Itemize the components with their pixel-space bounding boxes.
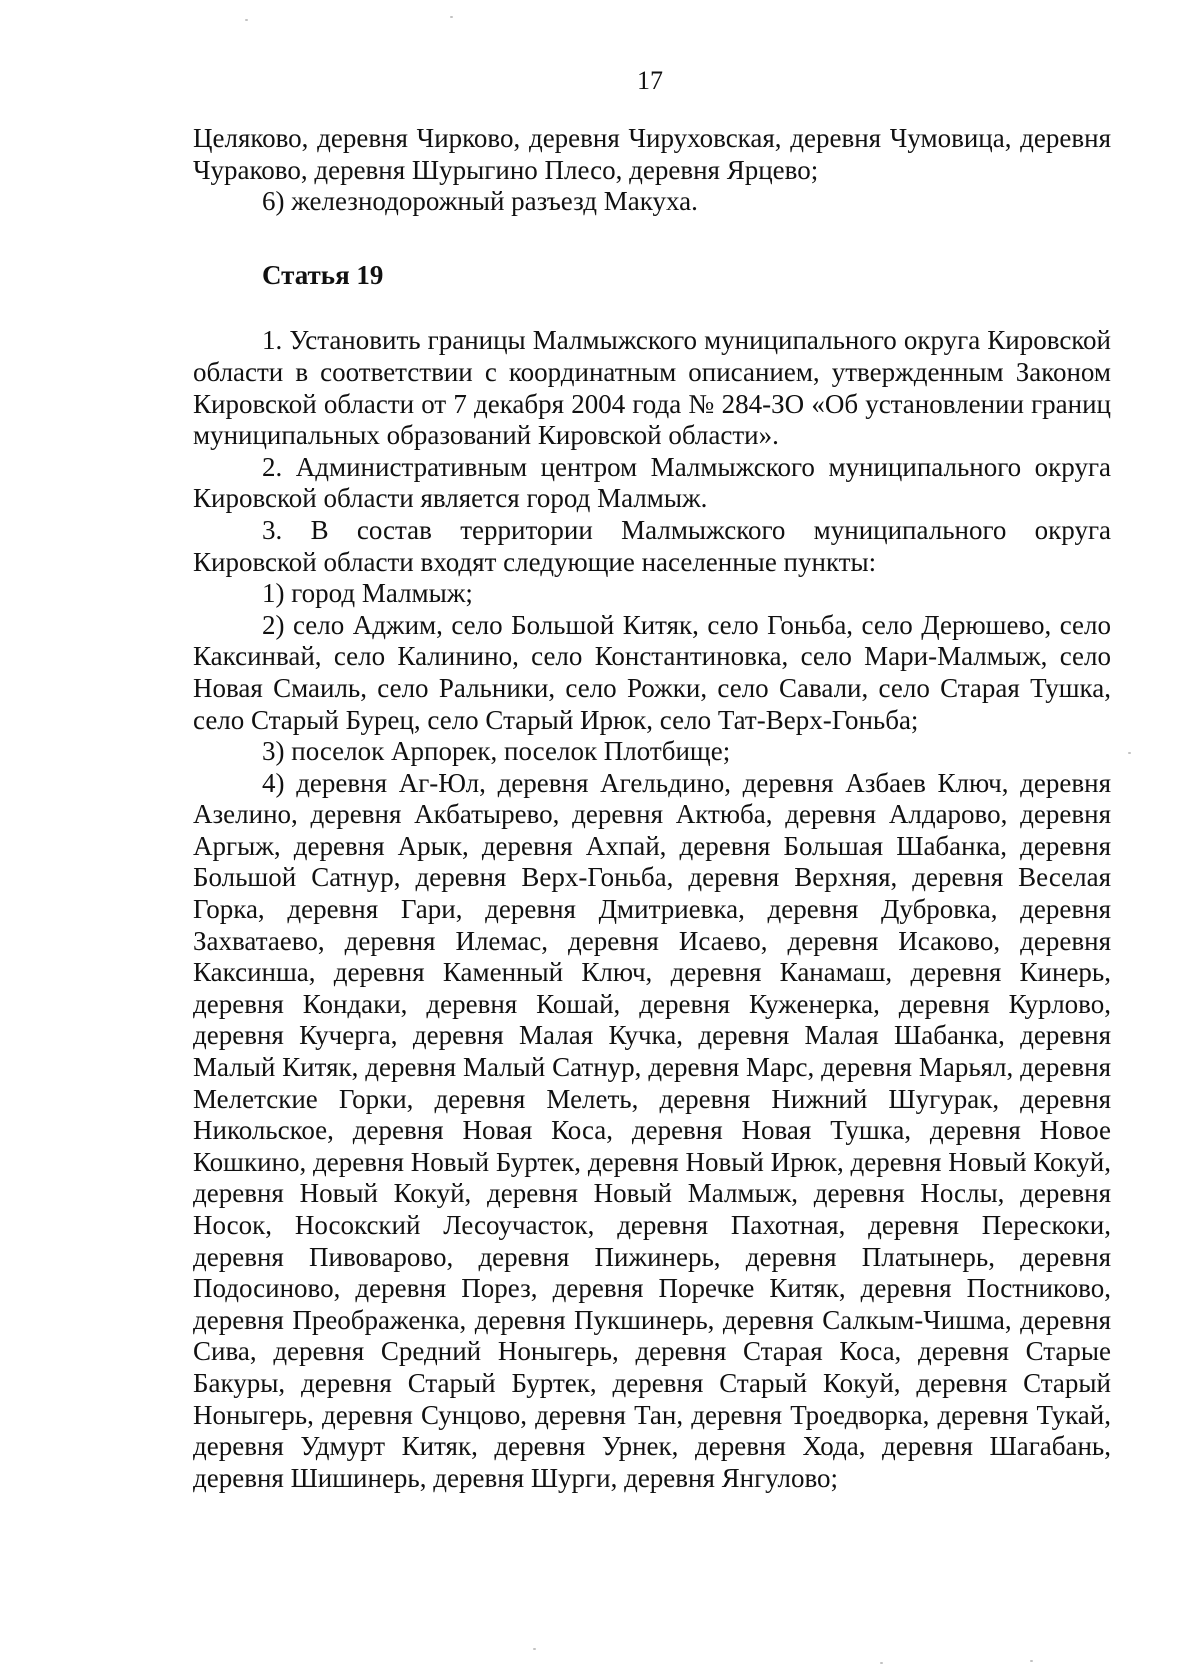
scan-artifact: [533, 1648, 536, 1650]
clause-3-item-3: 3) поселок Арпорек, поселок Плотбище;: [262, 736, 731, 767]
scan-artifact: [245, 19, 248, 21]
scan-artifact: [1030, 1660, 1033, 1662]
scan-artifact: [1128, 752, 1131, 754]
clause-3-item-1: 1) город Малмыж;: [262, 578, 473, 609]
document-body: [193, 123, 1111, 1494]
clause-3-item-2: 2) село Аджим, село Большой Китяк, село Гоньба, село Дерюшево, село Каксинвай, село Калинино, село Константиновка, село Мари-Малмыж, село Новая Смаиль, село Ральники, село Рожки, село Савали, село Старая Тушка, село Старый Бурец, село Старый Ирюк, село Тат-Верх-Гоньба;: [193, 609, 1111, 735]
page-number: 17: [637, 66, 663, 95]
clause-3: 3. В состав территории Малмыжского муниципального округа Кировской области входят следующие населенные пункты:: [193, 514, 1111, 577]
article-title: Статья 19: [262, 259, 384, 290]
scan-artifact: [880, 1662, 883, 1664]
clause-1: 1. Установить границы Малмыжского муниципального округа Кировской области в соответствии с координатным описанием, утвержденным Законом Кировской области от 7 декабря 2004 года № 284-ЗО «Об установлении границ муниципальных образований Кировской области».: [193, 325, 1111, 451]
list-item-6: 6) железнодорожный разъезд Макуха.: [262, 186, 698, 217]
scan-artifact: [450, 16, 453, 18]
continuation-paragraph: Целяково, деревня Чирково, деревня Чируховская, деревня Чумовица, деревня Чураково, деревня Шурыгино Плесо, деревня Ярцево;: [193, 123, 1111, 185]
clause-3-item-4: 4) деревня Аг-Юл, деревня Агельдино, деревня Азбаев Ключ, деревня Азелино, деревня Акбатырево, деревня Актюба, деревня Алдарово, деревня Аргыж, деревня Арык, деревня Ахпай, деревня Большая Шабанка, деревня Большой Сатнур, деревня Верх-Гоньба, деревня Верхняя, деревня Веселая Горка, деревня Гари, деревня Дмитриевка, деревня Дубровка, деревня Захватаево, деревня Илемас, деревня Исаево, деревня Исаково, деревня Каксинша, деревня Каменный Ключ, деревня Канамаш, деревня Кинерь, деревня Кондаки, деревня Кошай, деревня Куженерка, деревня Курлово, деревня Кучерга, деревня Малая Кучка, деревня Малая Шабанка, деревня Малый Китяк, деревня Малый Сатнур, деревня Марс, деревня Марьял, деревня Мелетские Горки, деревня Мелеть, деревня Нижний Шугурак, деревня Никольское, деревня Новая Коса, деревня Новая Тушка, деревня Новое Кошкино, деревня Новый Буртек, деревня Новый Ирюк, деревня Новый Кокуй, деревня Новый Кокуй, деревня Новый Малмыж, деревня Нослы, деревня Носок, Носокский Лесоучасток, деревня Пахотная, деревня Перескоки, деревня Пивоварово, деревня Пижинерь, деревня Платынерь, деревня Подосиново, деревня Порез, деревня Поречке Китяк, деревня Постниково, деревня Преображенка, деревня Пукшинерь, деревня Салкым-Чишма, деревня Сива, деревня Средний Ноныгерь, деревня Старая Коса, деревня Старые Бакуры, деревня Старый Буртек, деревня Старый Кокуй, деревня Старый Ноныгерь, деревня Сунцово, деревня Тан, деревня Троедворка, деревня Тукай, деревня Удмурт Китяк, деревня Урнек, деревня Хода, деревня Шагабань, деревня Шишинерь, деревня Шурги, деревня Янгулово;: [193, 767, 1111, 1493]
clause-2: 2. Административным центром Малмыжского муниципального округа Кировской области является город Малмыж.: [193, 451, 1111, 514]
